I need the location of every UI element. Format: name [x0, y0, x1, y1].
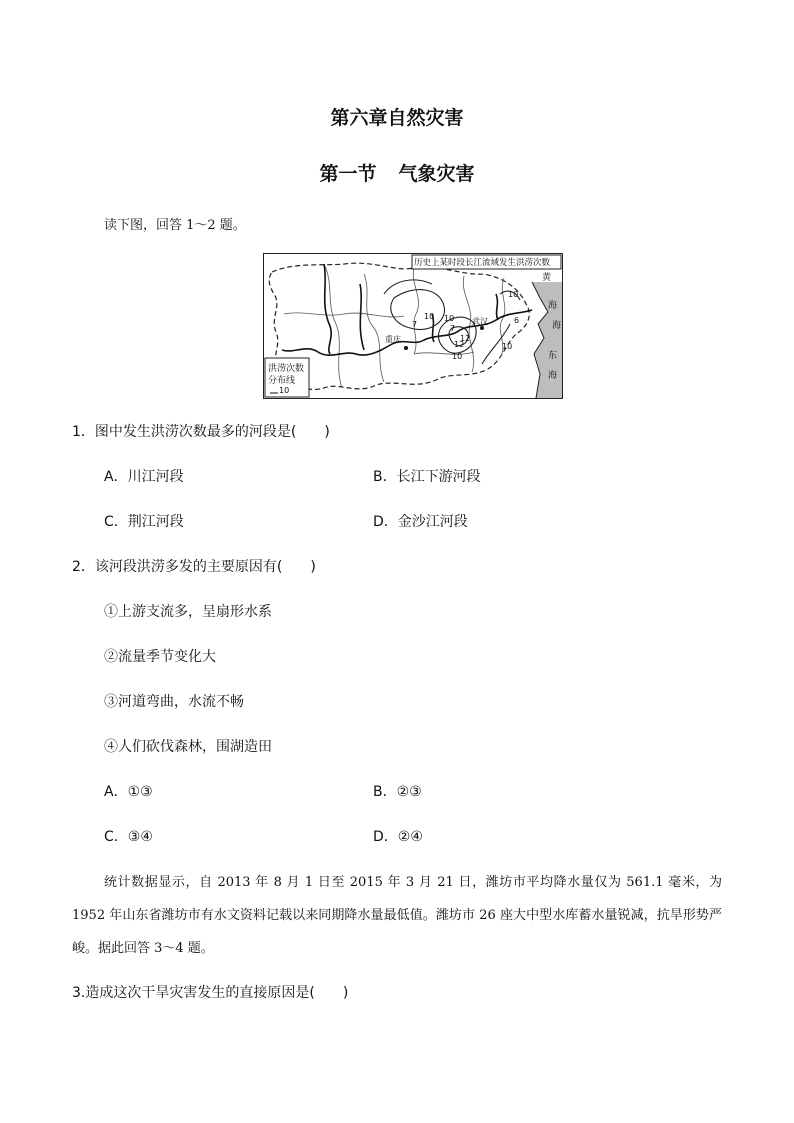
- contour-label: 6: [514, 316, 520, 325]
- contour-line: [384, 280, 432, 294]
- chapter-title: 第六章自然灾害: [330, 107, 464, 129]
- q2-option-d[interactable]: D．②④: [373, 829, 423, 845]
- q2-statement-1: ①上游支流多，呈扇形水系: [104, 604, 272, 620]
- border-line: [284, 313, 404, 317]
- chongqing-marker: [404, 346, 408, 350]
- border-line: [364, 274, 384, 382]
- question-2-stem: 2．该河段洪涝多发的主要原因有( ): [72, 559, 316, 575]
- intro-text: 读下图，回答 1～2 题。: [104, 218, 246, 233]
- tributary: [496, 294, 498, 320]
- material-paragraph: 统计数据显示，自 2013 年 8 月 1 日至 2015 年 3 月 21 日，潍坊市平均降水量仅为 561.1 毫米，为 1952 年山东省潍坊市有水文资料记载以来同期降水量最低值。潍坊市 26 座大中型水库蓄水量锐减，抗旱形势严峻。据此回答 3～4 题。: [72, 875, 722, 956]
- sea-area: [532, 282, 562, 398]
- city-label-chongqing: 重庆: [385, 335, 401, 344]
- legend-title-line1: 洪涝次数: [268, 364, 305, 374]
- border-line: [324, 264, 342, 388]
- contour-label: 7: [450, 324, 456, 333]
- map-title: 历史上某时段长江流域发生洪涝次数: [414, 258, 551, 268]
- contour-label: 7: [412, 320, 418, 329]
- question-3-stem: 3.造成这次干旱灾害发生的直接原因是( ): [72, 985, 349, 1001]
- border-line: [414, 352, 474, 354]
- question-1-stem: 1．图中发生洪涝次数最多的河段是( ): [72, 424, 330, 440]
- contour-label: 10: [508, 290, 519, 299]
- q2-option-a[interactable]: A．①③: [104, 784, 153, 800]
- section-name: 气象灾害: [398, 163, 475, 185]
- q1-option-a[interactable]: A．川江河段: [104, 469, 184, 485]
- sea-label: 海: [548, 301, 558, 311]
- q1-option-b[interactable]: B．长江下游河段: [373, 469, 481, 485]
- q2-option-b[interactable]: B．②③: [373, 784, 422, 800]
- city-label-wuhan: 武汉: [472, 317, 488, 326]
- q2-statement-3: ③河道弯曲，水流不畅: [104, 694, 244, 710]
- section-title: [0, 159, 794, 186]
- sea-label: 东: [548, 351, 558, 361]
- q2-statement-2: ②流量季节变化大: [104, 649, 216, 665]
- sea-label: 黄: [542, 273, 552, 283]
- contour-label: 10: [452, 352, 463, 361]
- q1-option-d[interactable]: D．金沙江河段: [373, 514, 468, 530]
- contour-label: 10: [424, 312, 435, 321]
- legend-title-line2: 分布线: [268, 376, 296, 386]
- q2-statement-4: ④人们砍伐森林，围湖造田: [104, 739, 272, 755]
- flood-map-figure: [263, 253, 563, 399]
- contour-label: 12: [460, 334, 471, 343]
- section-number: 第一节: [319, 163, 377, 185]
- q1-option-c[interactable]: C．荆江河段: [104, 514, 184, 530]
- contour-label: 10: [444, 314, 455, 323]
- sea-label: 海: [548, 371, 558, 381]
- legend-value: 10: [279, 386, 290, 395]
- contour-label: 12: [454, 340, 465, 349]
- tributary: [324, 264, 331, 354]
- tributary: [360, 284, 364, 350]
- border-line: [413, 268, 418, 354]
- q2-option-c[interactable]: C．③④: [104, 829, 153, 845]
- contour-label: 10: [502, 342, 513, 351]
- sea-label: 海: [552, 321, 562, 331]
